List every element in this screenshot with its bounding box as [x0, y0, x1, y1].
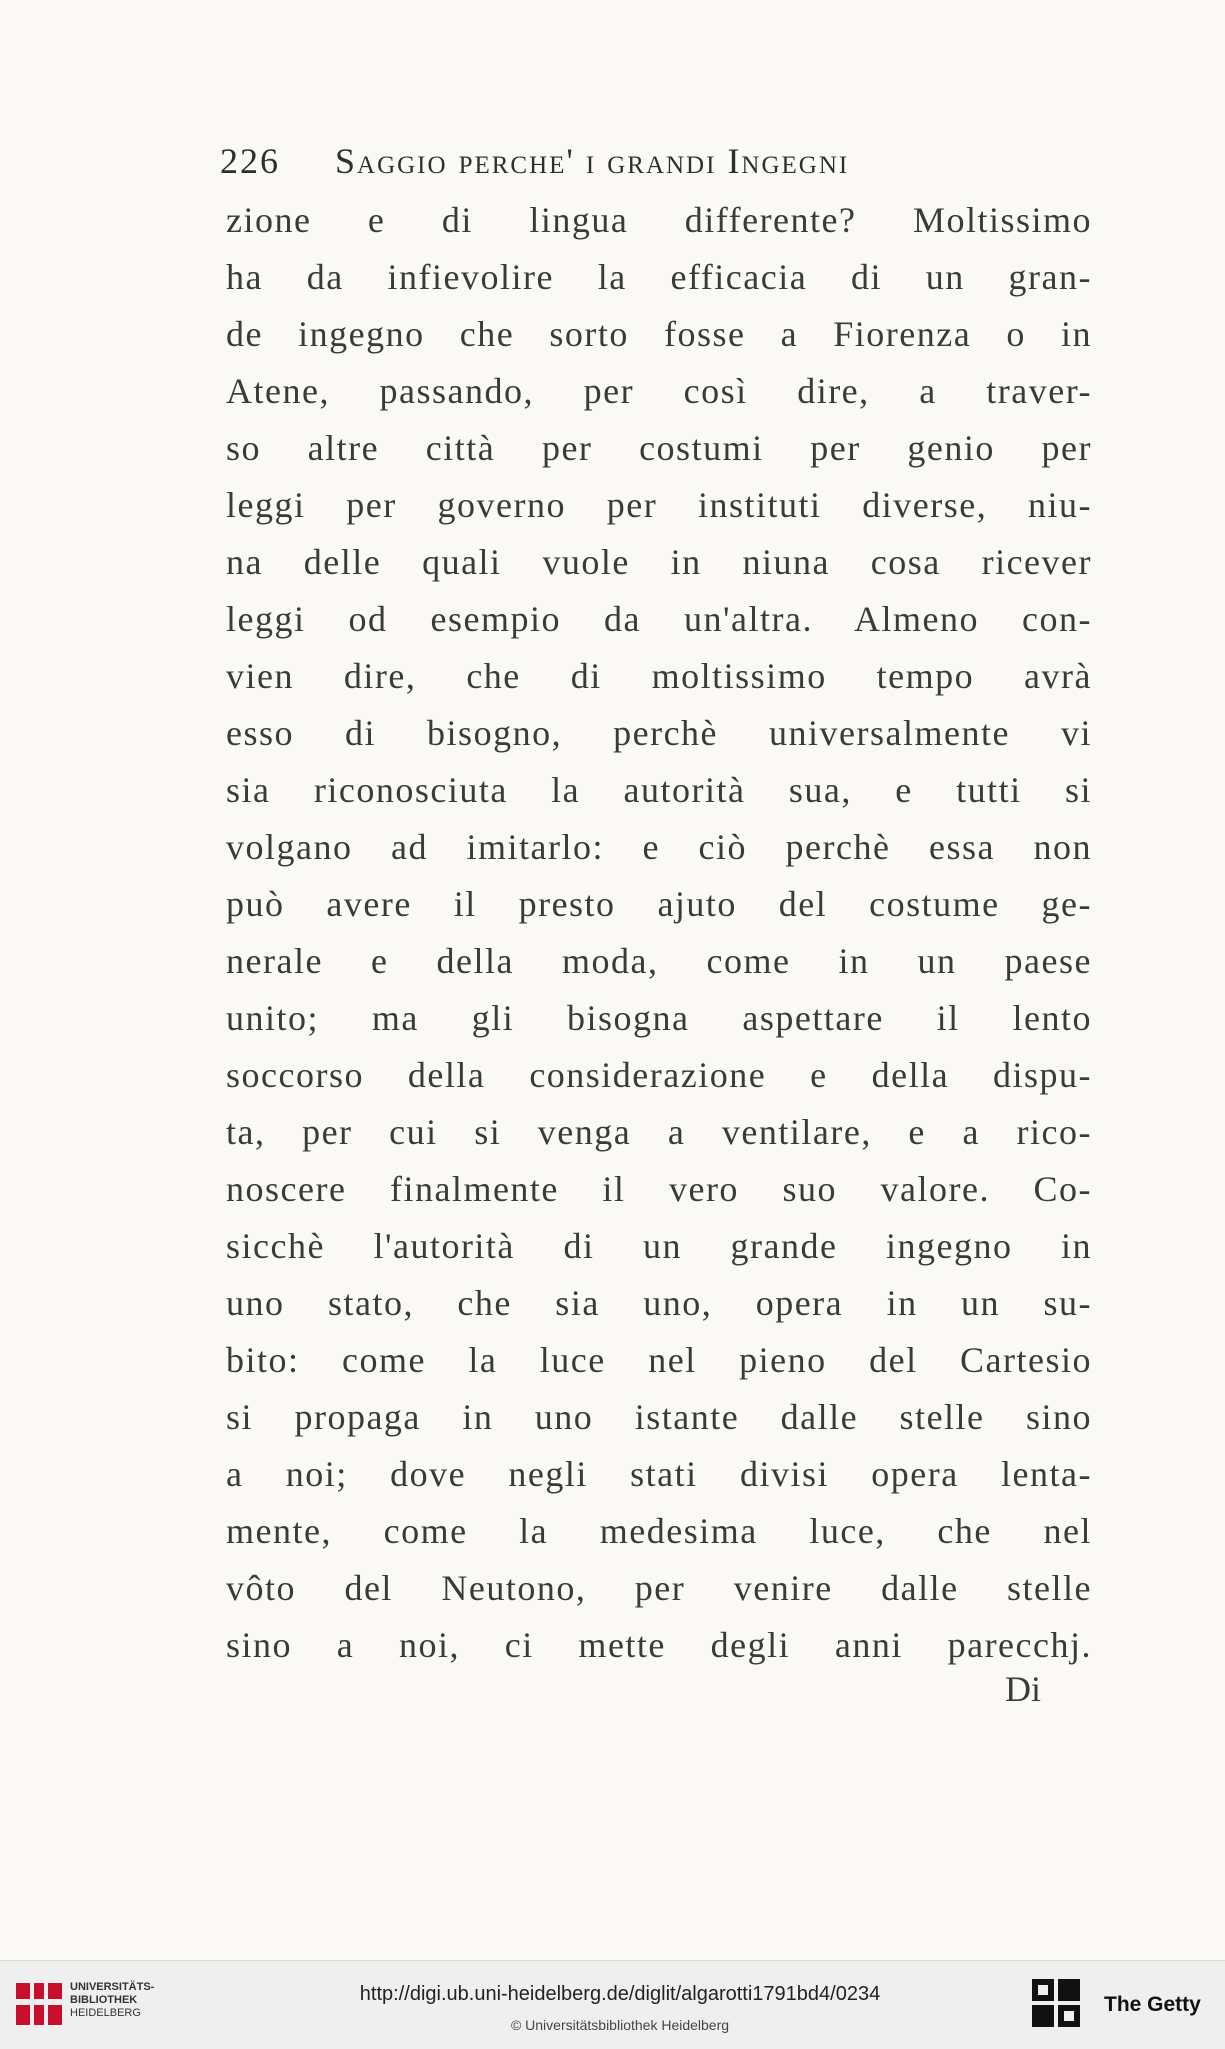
text-line: nerale e della moda, come in un paese — [226, 941, 1092, 981]
permalink-url[interactable]: http://digi.ub.uni-heidelberg.de/diglit/algarotti1791bd4/0234 — [359, 1983, 881, 2005]
text-line: so altre città per costumi per genio per — [226, 428, 1092, 468]
text-line: zione e di lingua differente? Moltissimo — [226, 200, 1092, 240]
text-line: Atene, passando, per così dire, a traver- — [226, 371, 1092, 411]
library-name-line: UNIVERSITÄTS- — [70, 1981, 155, 1993]
running-title: Saggio perche' i grandi Ingegni — [335, 141, 850, 181]
library-name-line: HEIDELBERG — [70, 2007, 141, 2019]
text-line: sino a noi, ci mette degli anni parecchj. — [226, 1625, 1092, 1665]
text-line: volgano ad imitarlo: e ciò perchè essa non — [226, 827, 1092, 867]
body-text — [226, 192, 1092, 1674]
text-line: sia riconosciuta la autorità sua, e tutti si — [226, 770, 1092, 810]
text-line: leggi od esempio da un'altra. Almeno con- — [226, 599, 1092, 639]
footer-bar — [0, 1960, 1225, 2049]
copyright-notice: © Universitätsbibliothek Heidelberg — [510, 2017, 730, 2033]
catchword: Di — [1005, 1669, 1041, 1709]
text-line: leggi per governo per instituti diverse, niu- — [226, 485, 1092, 525]
page-header — [220, 140, 1080, 190]
getty-logo-icon[interactable] — [1030, 1977, 1082, 2031]
text-line: na delle quali vuole in niuna cosa ricever — [226, 542, 1092, 582]
text-line: si propaga in uno istante dalle stelle sino — [226, 1397, 1092, 1437]
text-line: noscere finalmente il vero suo valore. Co- — [226, 1169, 1092, 1209]
text-line: a noi; dove negli stati divisi opera lenta- — [226, 1454, 1092, 1494]
text-line: ha da infievolire la efficacia di un gran- — [226, 257, 1092, 297]
sponsor-name: The Getty — [1104, 1993, 1201, 2016]
library-name — [70, 1981, 154, 2020]
text-line: uno stato, che sia uno, opera in un su- — [226, 1283, 1092, 1323]
text-line: soccorso della considerazione e della dispu- — [226, 1055, 1092, 1095]
text-line: vien dire, che di moltissimo tempo avrà — [226, 656, 1092, 696]
text-line: unito; ma gli bisogna aspettare il lento — [226, 998, 1092, 1038]
text-line: mente, come la medesima luce, che nel — [226, 1511, 1092, 1551]
text-line: vôto del Neutono, per venire dalle stelle — [226, 1568, 1092, 1608]
page-number: 226 — [220, 141, 280, 181]
university-library-logo-icon[interactable] — [14, 1979, 64, 2029]
text-line: ta, per cui si venga a ventilare, e a rico- — [226, 1112, 1092, 1152]
text-line: de ingegno che sorto fosse a Fiorenza o in — [226, 314, 1092, 354]
text-line: sicchè l'autorità di un grande ingegno in — [226, 1226, 1092, 1266]
text-line: può avere il presto ajuto del costume ge- — [226, 884, 1092, 924]
text-line: esso di bisogno, perchè universalmente vi — [226, 713, 1092, 753]
library-name-line: BIBLIOTHEK — [70, 1994, 138, 2006]
text-line: bito: come la luce nel pieno del Cartesio — [226, 1340, 1092, 1380]
